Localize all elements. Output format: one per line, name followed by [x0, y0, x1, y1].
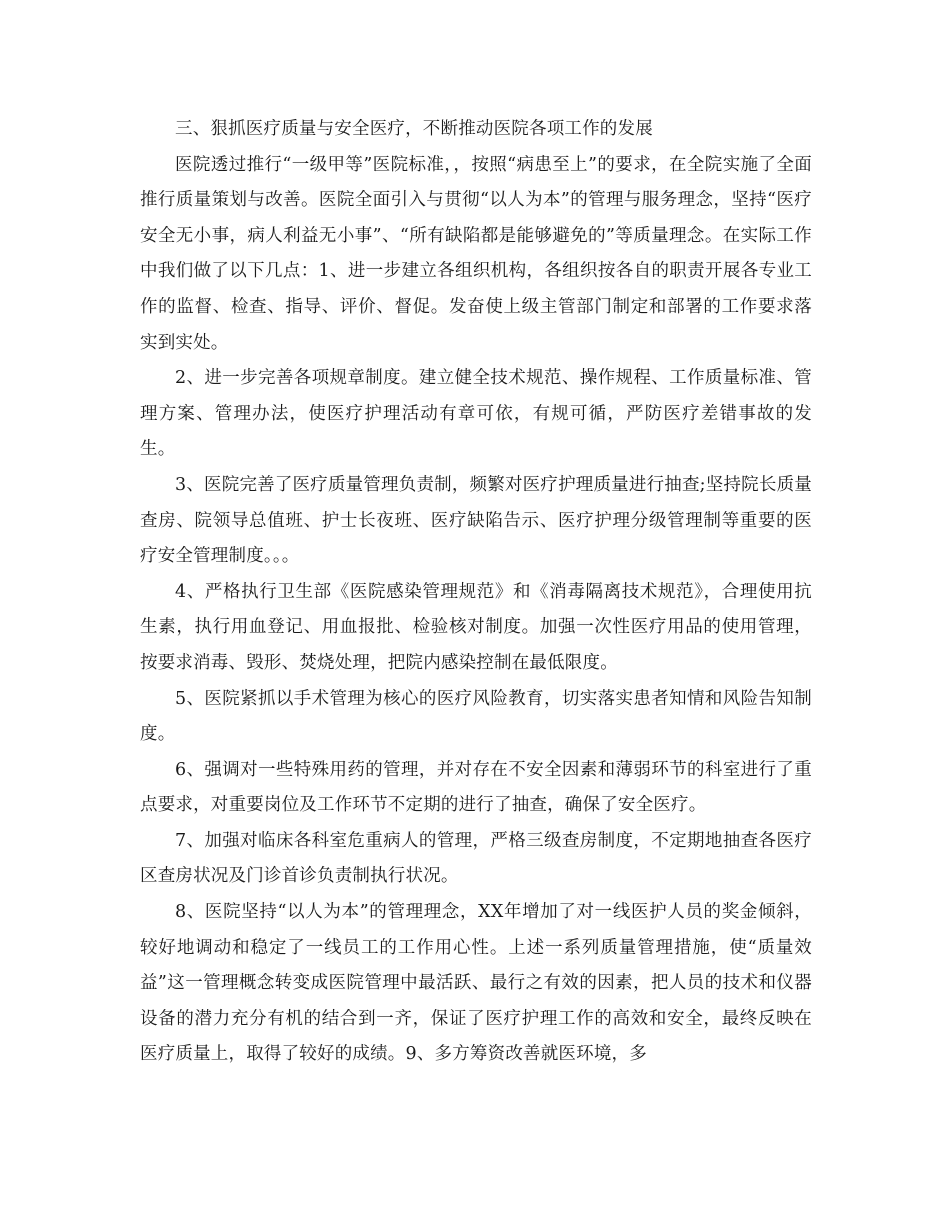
section-heading: 三、狠抓医疗质量与安全医疗，不断推动医院各项工作的发展: [175, 119, 653, 139]
paragraph-item-2: 2、进一步完善各项规章制度。建立健全技术规范、操作规程、工作质量标准、管理方案、管理办法，使医疗护理活动有章可依，有规可循，严防医疗差错事故的发生。: [140, 368, 812, 460]
paragraph-item-3: 3、医院完善了医疗质量管理负责制，频繁对医疗护理质量进行抽查;坚持院长质量查房、院领导总值班、护士长夜班、医疗缺陷告示、医疗护理分级管理制等重要的医疗安全管理制度。。。: [140, 474, 812, 567]
document-body: [140, 112, 812, 1073]
paragraph-intro: 医院透过推行“一级甲等”医院标准，，按照“病患至上”的要求，在全院实施了全面推行质量策划与改善。医院全面引入与贯彻“以人为本”的管理与服务理念，坚持“医疗安全无小事，病人利益无小事”、“所有缺陷都是能够避免的”等质量理念。在实际工作中我们做了以下几点：1、进一步建立各组织机构，各组织按各自的职责开展各专业工作的监督、检查、指导、评价、督促。发奋使上级主管部门制定和部署的工作要求落实到实处。: [140, 154, 812, 353]
paragraph-item-4: 4、严格执行卫生部《医院感染管理规范》和《消毒隔离技术规范》，合理使用抗生素，执行用血登记、用血报批、检验核对制度。加强一次性医疗用品的使用管理，按要求消毒、毁形、焚烧处理，把院内感染控制在最低限度。: [140, 581, 812, 673]
paragraph-item-7: 7、加强对临床各科室危重病人的管理，严格三级查房制度，不定期地抽查各医疗区查房状况及门诊首诊负责制执行状况。: [140, 830, 812, 887]
paragraph-item-5: 5、医院紧抓以手术管理为核心的医疗风险教育，切实落实患者知情和风险告知制度。: [140, 688, 812, 745]
paragraph-item-8: 8、医院坚持“以人为本”的管理理念，XX年增加了对一线医护人员的奖金倾斜，较好地调动和稳定了一线员工的工作用心性。上述一系列质量管理措施，使“质量效益”这一管理概念转变成医院管理中最活跃、最行之有效的因素，把人员的技术和仪器设备的潜力充分有机的结合到一齐，保证了医疗护理工作的高效和安全，最终反映在医疗质量上，取得了较好的成绩。9、多方筹资改善就医环境，多: [140, 902, 812, 1065]
paragraph-item-6: 6、强调对一些特殊用药的管理，并对存在不安全因素和薄弱环节的科室进行了重点要求，对重要岗位及工作环节不定期的进行了抽查，确保了安全医疗。: [140, 759, 812, 816]
